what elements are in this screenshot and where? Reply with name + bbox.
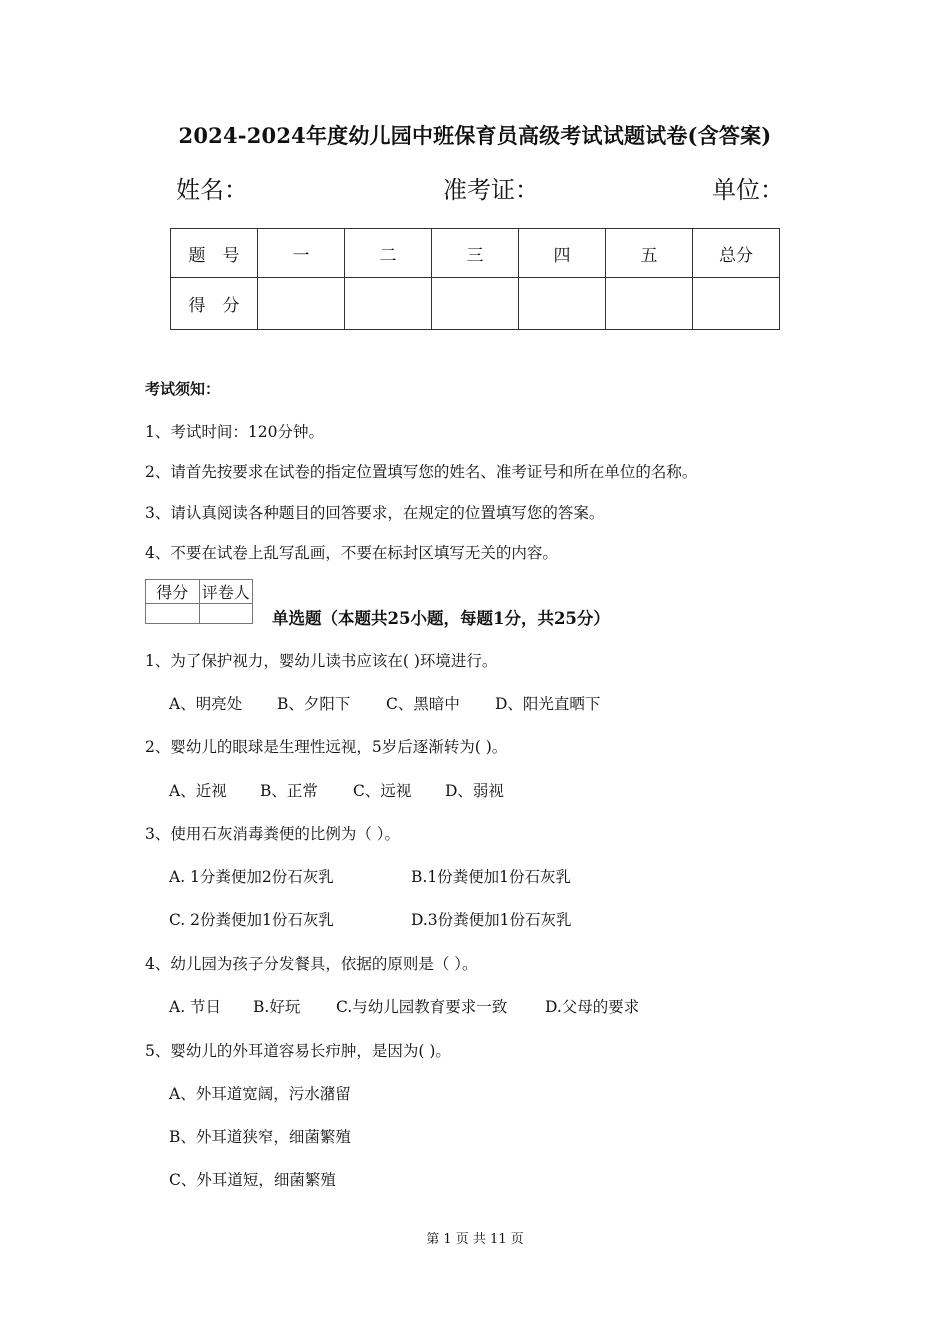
answer-option[interactable]: D.3份粪便加1份石灰乳	[411, 911, 572, 929]
answer-option[interactable]: C.与幼儿园教育要求一致	[336, 998, 508, 1016]
answer-option[interactable]: A、外耳道宽阔，污水潴留	[169, 1085, 351, 1103]
answer-option[interactable]: D、阳光直晒下	[495, 695, 601, 713]
grader-name-label: 评卷人	[199, 580, 253, 604]
answer-option[interactable]: B.1份粪便加1份石灰乳	[411, 868, 572, 886]
answer-option[interactable]: C、外耳道短，细菌繁殖	[169, 1171, 336, 1189]
notice-item: 3、请认真阅读各种题目的回答要求，在规定的位置填写您的答案。	[145, 504, 605, 522]
answer-option[interactable]: A、明亮处	[169, 695, 243, 713]
score-table-cell: 一	[258, 229, 345, 278]
score-table	[170, 228, 780, 330]
score-input-cell[interactable]	[519, 278, 606, 330]
notice-item: 2、请首先按要求在试卷的指定位置填写您的姓名、准考证号和所在单位的名称。	[145, 463, 698, 481]
exam-id-field-label: 准考证：	[443, 176, 539, 204]
score-input-cell[interactable]	[693, 278, 780, 330]
answer-option[interactable]: D、弱视	[445, 782, 504, 800]
notice-item: 1、考试时间：120分钟。	[145, 423, 324, 441]
answer-option[interactable]: A. 节日	[169, 998, 222, 1016]
score-table-header-row	[171, 229, 780, 278]
grader-score-cell[interactable]	[146, 604, 200, 624]
question-stem: 2、婴幼儿的眼球是生理性远视，5岁后逐渐转为( )。	[145, 738, 508, 756]
score-input-cell[interactable]	[432, 278, 519, 330]
score-table-cell: 三	[432, 229, 519, 278]
answer-option[interactable]: C. 2份粪便加1份石灰乳	[169, 911, 334, 929]
answer-option[interactable]: C、远视	[353, 782, 412, 800]
question-stem: 5、婴幼儿的外耳道容易长疖肿，是因为( )。	[145, 1042, 451, 1060]
name-field-label: 姓名：	[176, 176, 248, 204]
page-footer: 第 1 页 共 11 页	[426, 1232, 524, 1247]
answer-option[interactable]: C、黑暗中	[386, 695, 460, 713]
score-table-score-row	[171, 278, 780, 330]
score-row-label: 得 分	[171, 278, 258, 330]
section-title: 单选题（本题共25小题，每题1分，共25分）	[272, 609, 610, 628]
answer-option[interactable]: A、近视	[169, 782, 227, 800]
exam-title: 2024-2024年度幼儿园中班保育员高级考试试题试卷(含答案)	[178, 123, 772, 148]
unit-field-label: 单位：	[712, 176, 784, 204]
question-stem: 3、使用石灰消毒粪便的比例为（ ）。	[145, 825, 401, 843]
score-table-cell: 五	[606, 229, 693, 278]
question-stem: 4、幼儿园为孩子分发餐具，依据的原则是（ ）。	[145, 955, 478, 973]
answer-option[interactable]: B.好玩	[253, 998, 301, 1016]
score-table-cell: 四	[519, 229, 606, 278]
grader-box	[145, 579, 253, 624]
answer-option[interactable]: B、正常	[260, 782, 318, 800]
question-stem: 1、为了保护视力，婴幼儿读书应该在( )环境进行。	[145, 652, 498, 670]
answer-option[interactable]: D.父母的要求	[545, 998, 640, 1016]
score-input-cell[interactable]	[258, 278, 345, 330]
score-table-cell: 二	[345, 229, 432, 278]
score-table-cell: 总分	[693, 229, 780, 278]
answer-option[interactable]: A. 1分粪便加2份石灰乳	[169, 868, 334, 886]
notice-item: 4、不要在试卷上乱写乱画，不要在标封区填写无关的内容。	[145, 544, 558, 562]
score-table-cell: 题 号	[171, 229, 258, 278]
score-input-cell[interactable]	[345, 278, 432, 330]
grader-name-cell[interactable]	[199, 604, 253, 624]
grader-score-label: 得分	[146, 580, 200, 604]
score-input-cell[interactable]	[606, 278, 693, 330]
answer-option[interactable]: B、夕阳下	[277, 695, 351, 713]
answer-option[interactable]: B、外耳道狭窄，细菌繁殖	[169, 1128, 351, 1146]
notice-heading: 考试须知：	[145, 380, 221, 398]
